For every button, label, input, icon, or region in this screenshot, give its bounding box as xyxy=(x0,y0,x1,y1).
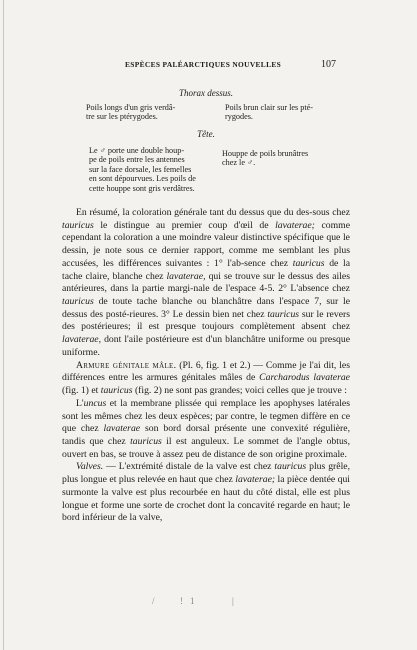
tete-left-line: Le ♂ porte une double houp- xyxy=(89,146,185,155)
tete-left-line: sur la face dorsale, les femelles xyxy=(89,164,192,174)
paragraph-uncus: L'uncus et la membrane plissée qui remplace les apophyses latérales sont les mêmes chez les deux espèces; par contre, le tegmen diffère en ce que chez lavaterae son bord dorsal présente une convexité régulière, tandis que chez tauricus il est anguleux. Le sommet de l'angle obtus, ouvert en bas, se trouve à assez peu de distance de son origine proximale. xyxy=(62,397,350,460)
valves-label: Valves. xyxy=(76,461,104,473)
tete-left-column xyxy=(89,146,196,193)
stray-mark: 1 xyxy=(190,596,195,606)
stray-mark: ! xyxy=(180,596,183,606)
paragraph-armure: Armure génitale mâle. (Pl. 6, fig. 1 et 2.) — Comme je l'ai dit, les différences entre les armures génitales mâles de Carcharodus lavaterae (fig. 1) et tauricus (fig. 2) ne sont pas grandes; voici celles que je trouve : xyxy=(62,359,350,397)
tete-right-line: Houppe de poils brunâtres xyxy=(222,149,309,158)
paragraph-valves: Valves. — L'extrémité distale de la valve est chez tauricus plus grêle, plus longue et plus relevée en haut que chez lavaterae; la pièce dentée qui surmonte la valve est plus recourbée en haut du côté distal, elle est plus longue et forme une sorte de crochet dont la concavité regarde en haut; le bord inférieur de la valve, xyxy=(62,461,350,524)
thorax-left-line: tre sur les ptérygodes. xyxy=(86,112,158,122)
page-number: 107 xyxy=(321,59,336,70)
stray-mark: | xyxy=(232,596,234,606)
paragraph-resume: En résumé, la coloration générale tant du dessus que du des-sous chez tauricus le distingue au premier coup d'œil de lavaterae; comme cependant la coloration a une moindre valeur distinctive spécifique que le dessin, je note sous ce dernier rapport, comme me semblant les plus accusées, les différences suivantes : 1° l'ab-sence chez tauricus de la tache claire, blanche chez lavaterae, qui se trouve sur le dessus des ailes antérieures, dans la partie margi-nale de l'espace 4-5. 2° L'absence chez tauricus de toute tache blanche ou blanchâtre dans l'espace 7, sur le dessus des posté-rieures. 3° Le dessin bien net chez tauricus sur le revers des postérieures; il est presque toujours complètement absent chez lavaterae, dont l'aile postérieure est d'un blanchâtre uniforme ou presque uniforme. xyxy=(62,207,351,358)
thorax-right-line: rygodes. xyxy=(225,112,253,122)
armure-label: Armure génitale mâle. xyxy=(76,359,177,371)
main-text xyxy=(62,207,350,525)
tete-left-line: pe de poils entre les antennes xyxy=(89,155,185,165)
tete-right-line: chez le ♂. xyxy=(222,158,256,168)
page-edge-shadow xyxy=(3,0,4,650)
tete-heading: Tête. xyxy=(197,129,215,139)
running-title: ESPÈCES PALÉARCTIQUES NOUVELLES xyxy=(125,60,282,69)
tete-left-line: en sont dépourvues. Les poils de xyxy=(89,174,196,184)
thorax-left-line: Poils longs d'un gris verdâ- xyxy=(86,103,176,112)
stray-mark: / xyxy=(152,596,155,606)
thorax-right-line: Poils brun clair sur les pté- xyxy=(225,103,313,112)
tete-left-line: cette houppe sont gris verdâtres. xyxy=(89,183,195,193)
tete-right-column xyxy=(222,149,308,168)
thorax-left-column xyxy=(86,103,175,122)
page-header xyxy=(0,60,417,72)
thorax-right-column xyxy=(225,103,313,122)
thorax-heading: Thorax dessus. xyxy=(178,88,233,98)
